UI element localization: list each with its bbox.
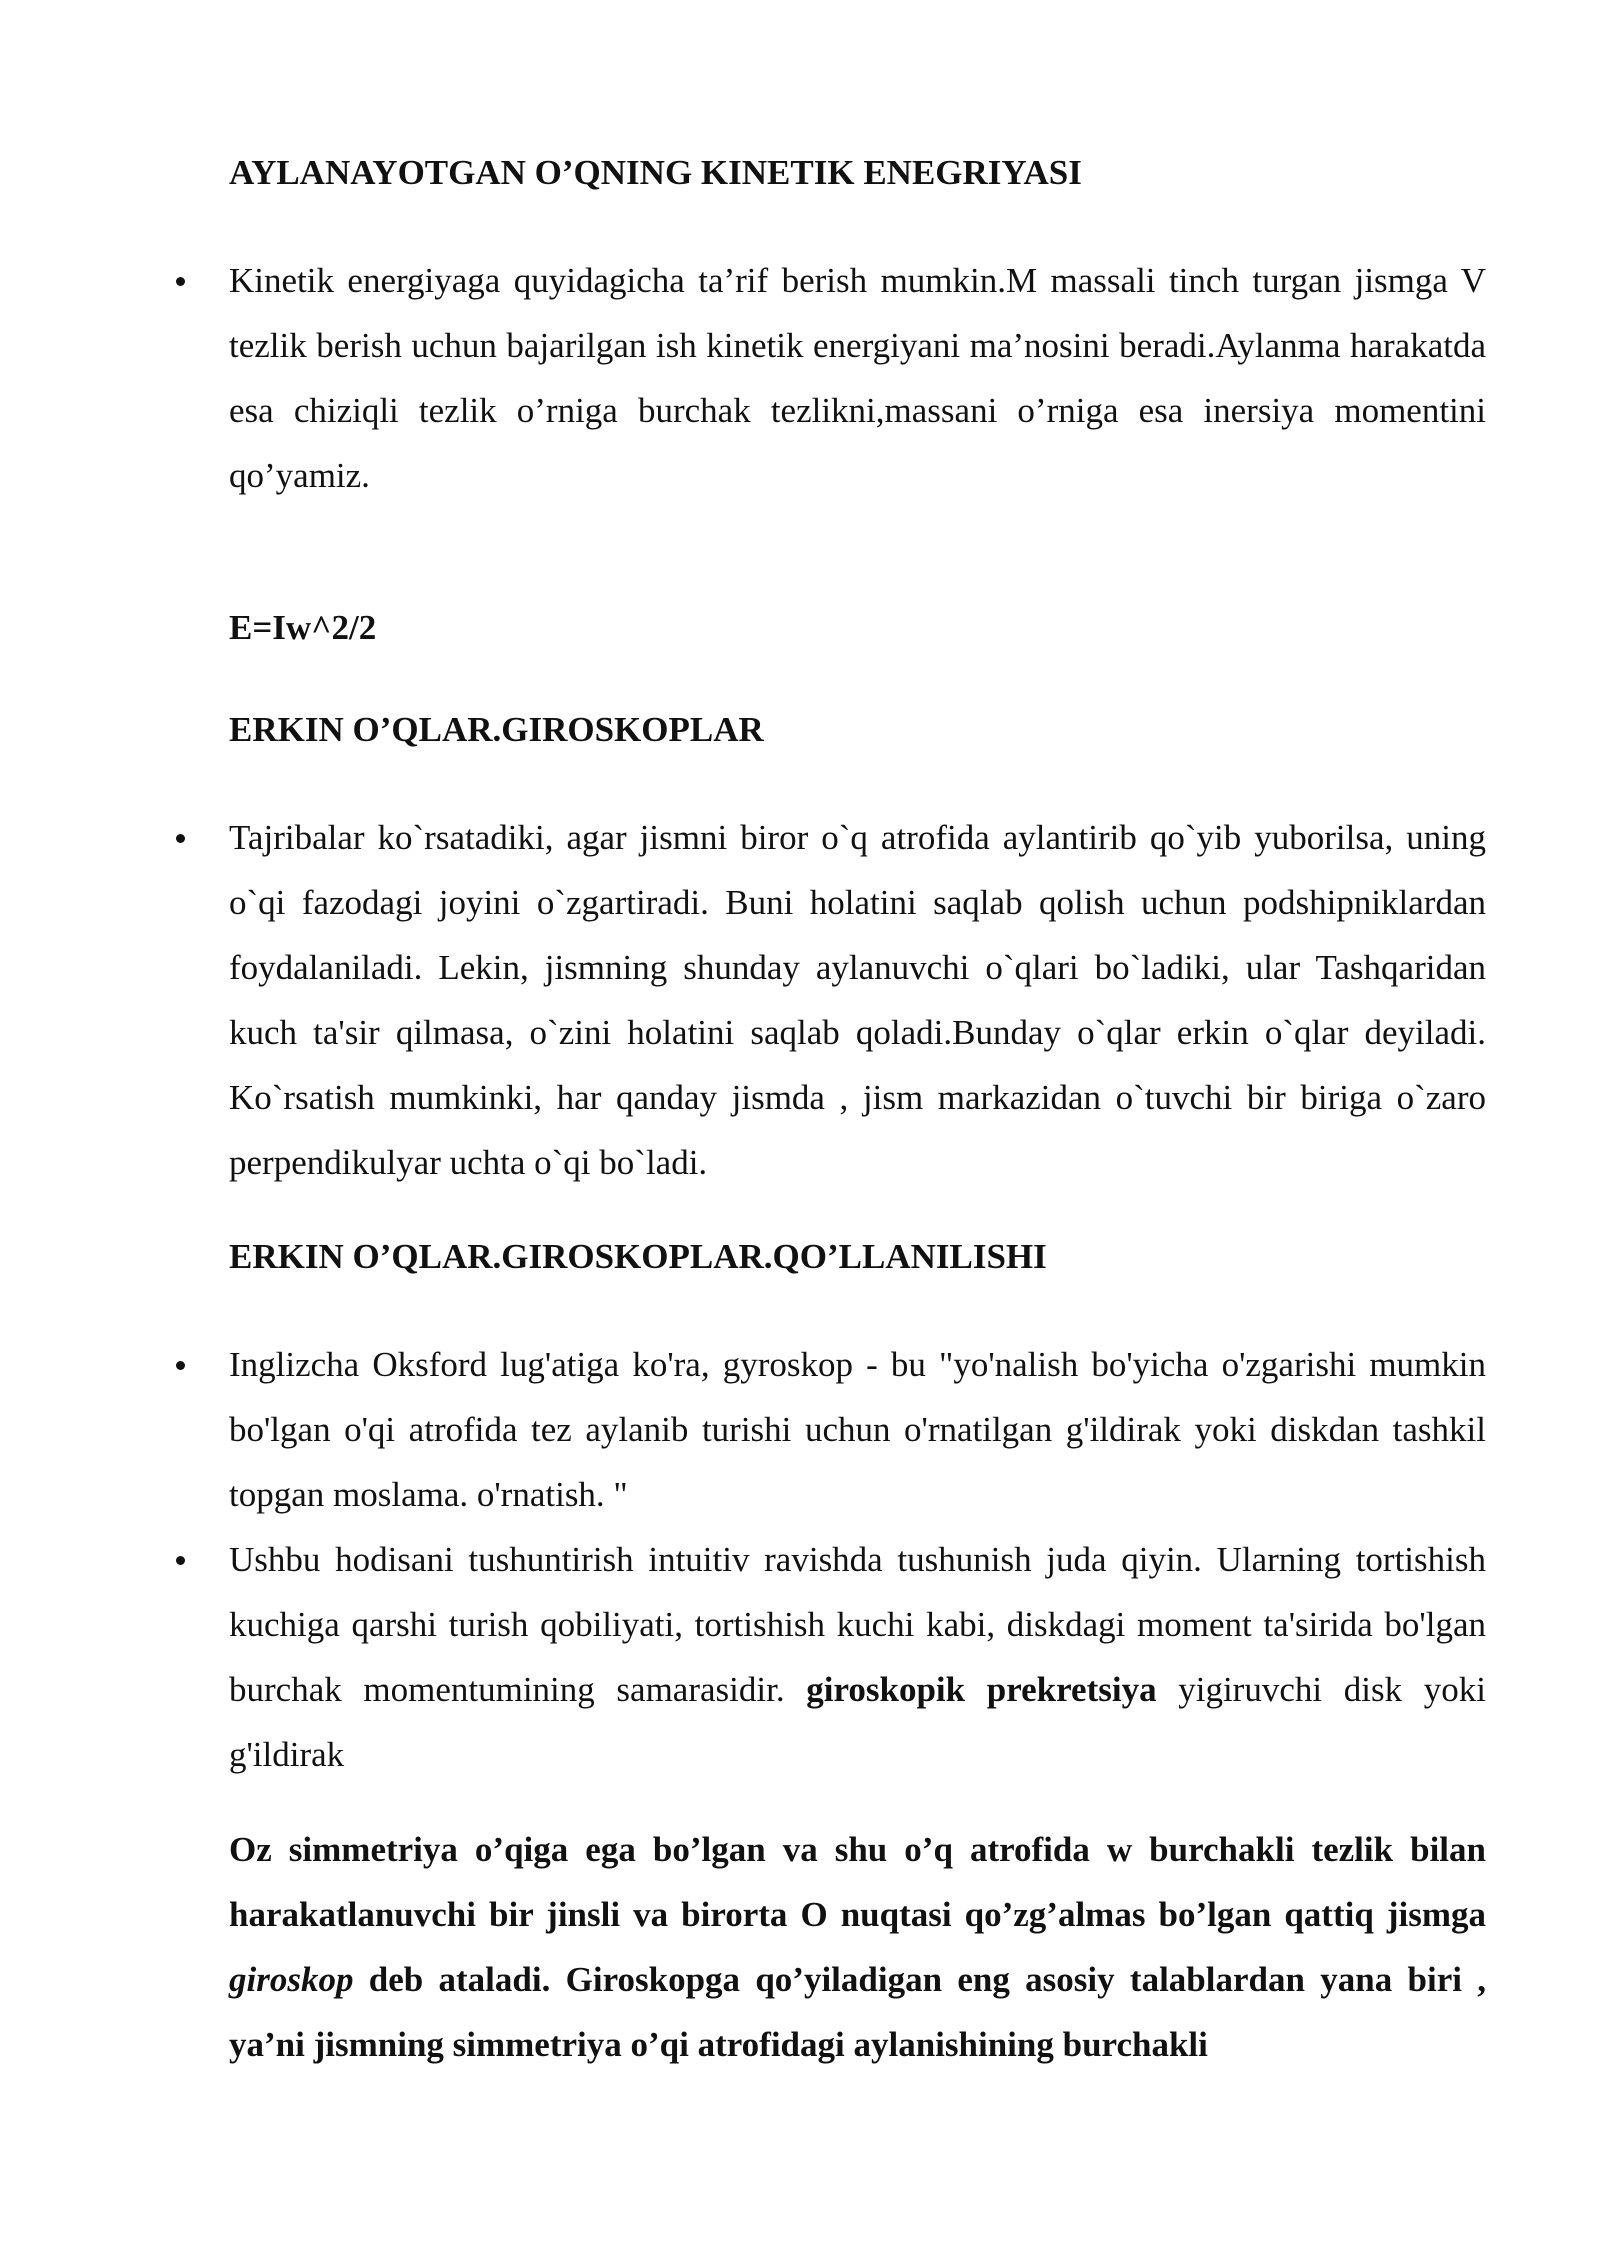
bullet-icon xyxy=(176,1556,185,1565)
bullet-list-1 xyxy=(229,248,1486,508)
paragraph-free-axes: Tajribalar ko`rsatadiki, agar jismni biror o`q atrofida aylantirib qo`yib yuborilsa, uning o`qi fazodagi joyini o`zgartiradi. Buni holatini saqlab qolish uchun podshipniklardan foydalaniladi. Lekin, jismning shunday aylanuvchi o`qlari bo`ladiki, ular Tashqaridan kuch ta'sir qilmasa, o`zini holatini saqlab qoladi.Bunday o`qlar erkin o`qlar deyiladi. Ko`rsatish mumkinki, har qanday jismda , jism markazidan o`tuvchi bir biriga o`zaro perpendikulyar uchta o`qi bo`ladi. xyxy=(229,818,1486,1182)
bullet-list-2 xyxy=(229,805,1486,1195)
list-item xyxy=(229,805,1486,1195)
bullet-list-3 xyxy=(229,1332,1486,1787)
gyroscope-definition-tail: deb ataladi. Giroskopga qo’yiladigan eng asosiy talablardan yana biri , ya’ni jismning simmetriya o’qi atrofidagi aylanishining burchakli xyxy=(229,1960,1486,2064)
bullet-icon xyxy=(176,1361,185,1370)
term-gyroscopic-precession: giroskopik prekretsiya xyxy=(806,1670,1157,1709)
gyroscope-definition-text: Oz simmetriya o’qiga ega bo’lgan va shu o’q atrofida w burchakli tezlik bilan harakatlanuvchi bir jinsli va birorta O nuqtasi qo’zg’almas bo’lgan qattiq jismga xyxy=(229,1830,1486,1934)
list-item xyxy=(229,248,1486,508)
list-item xyxy=(229,1527,1486,1787)
paragraph-kinetic-definition: Kinetik energiyaga quyidagicha ta’rif berish mumkin.M massali tinch turgan jismga V tezlik berish uchun bajarilgan ish kinetik energiyani ma’nosini beradi.Aylanma harakatda esa chiziqli tezlik o’rniga burchak tezlikni,massani o’rniga esa inersiya momentini qo’yamiz. xyxy=(229,261,1486,495)
paragraph-oxford-definition: Inglizcha Oksford lug'atiga ko'ra, gyroskop - bu "yo'nalish bo'yicha o'zgarishi mumkin bo'lgan o'qi atrofida tez aylanib turishi uchun o'rnatilgan g'ildirak yoki diskdan tashkil topgan moslama. o'rnatish. " xyxy=(229,1345,1486,1514)
bullet-icon xyxy=(176,277,185,286)
bullet-icon xyxy=(176,834,185,843)
paragraph-explanation-text: Ushbu hodisani tushuntirish intuitiv ravishda tushunish juda qiyin. Ularning tortishish kuchiga qarshi turish qobiliyati, tortishish kuchi kabi, diskdagi moment ta'sirida bo'lgan burchak momentumining samarasidir. xyxy=(229,1540,1486,1709)
term-gyroscope: giroskop xyxy=(229,1960,354,1999)
paragraph-gyroscope-definition xyxy=(229,1817,1486,2077)
list-item xyxy=(229,1332,1486,1527)
document-body xyxy=(229,148,1486,2077)
paragraph-explanation-tail: yigiruvchi disk yoki g'ildirak xyxy=(229,1670,1486,1774)
heading-free-axes: ERKIN O’QLAR.GIROSKOPLAR xyxy=(229,710,764,749)
formula-kinetic-energy: E=Iw^2/2 xyxy=(229,608,377,647)
heading-kinetic-energy: AYLANAYOTGAN O’QNING KINETIK ENEGRIYASI xyxy=(229,153,1082,192)
heading-gyroscope-usage: ERKIN O’QLAR.GIROSKOPLAR.QO’LLANILISHI xyxy=(229,1237,1047,1276)
